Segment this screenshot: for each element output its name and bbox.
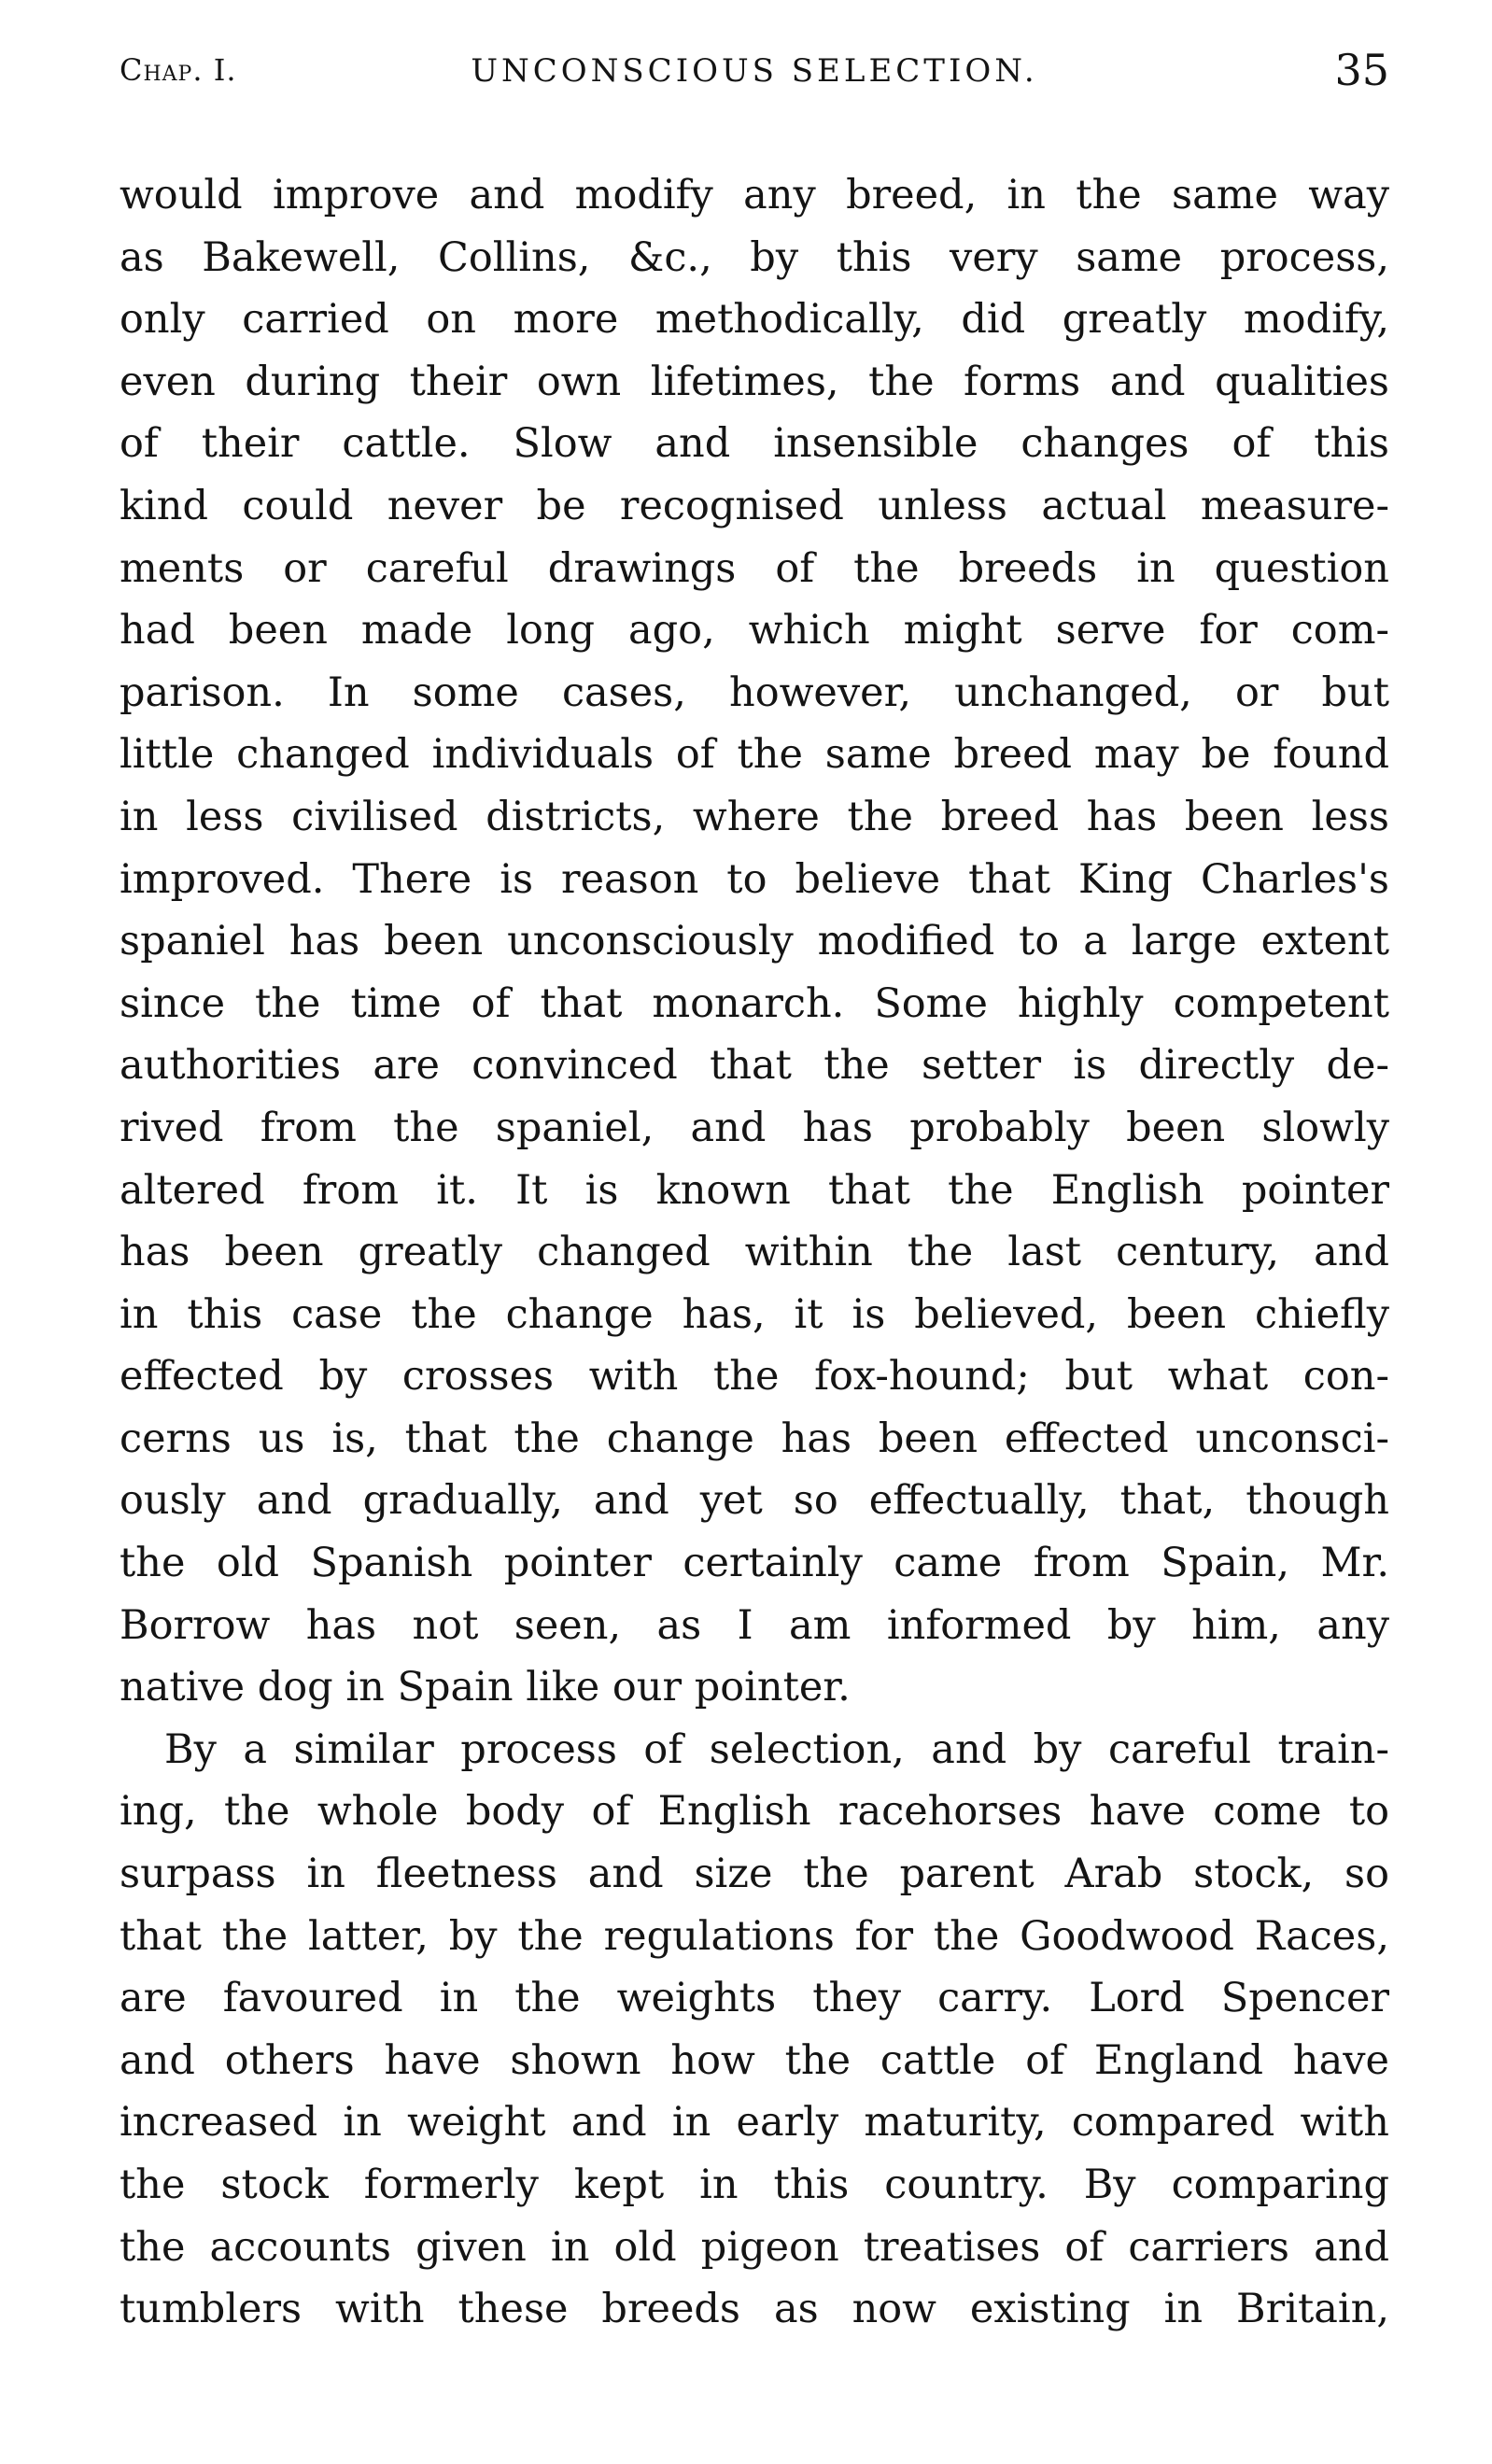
text-line: are favoured in the weights they carry. Lord Spencer (120, 1975, 1389, 2022)
text-line: and others have shown how the cattle of England have (120, 2036, 1389, 2084)
text-line: in less civilised districts, where the breed has been less (120, 793, 1389, 840)
text-line: kind could never be recognised unless actual measure- (120, 482, 1389, 529)
text-line: improved. There is reason to believe that King Charles's (120, 855, 1389, 903)
text-line: in this case the change has, it is believed, been chiefly (120, 1290, 1389, 1338)
text-line: has been greatly changed within the last century, and (120, 1229, 1389, 1276)
page-number: 35 (1334, 45, 1389, 95)
text-line: rived from the spaniel, and has probably been slowly (120, 1104, 1389, 1151)
text-line: Borrow has not seen, as I am informed by him, any (120, 1601, 1389, 1649)
text-line: would improve and modify any breed, in the same way (120, 172, 1389, 218)
text-line: since the time of that monarch. Some highly competent (120, 979, 1389, 1027)
text-line: ing, the whole body of English racehorses have come to (120, 1788, 1389, 1836)
text-line: little changed individuals of the same breed may be found (120, 731, 1389, 779)
text-line: parison. In some cases, however, unchanged, or but (120, 669, 1389, 716)
body-text (120, 164, 1389, 2341)
text-line: the stock formerly kept in this country. By comparing (120, 2161, 1389, 2208)
text-line: the old Spanish pointer certainly came from Spain, Mr. (120, 1540, 1389, 1587)
text-line: ously and gradually, and yet so effectually, that, though (120, 1477, 1389, 1525)
running-title: UNCONSCIOUS SELECTION. (471, 52, 1038, 90)
text-line: the accounts given in old pigeon treatises of carriers and (120, 2223, 1389, 2271)
paragraph-1 (120, 164, 1389, 1719)
text-line: altered from it. It is known that the English pointer (120, 1166, 1389, 1214)
text-line: surpass in fleetness and size the parent Arab stock, so (120, 1851, 1389, 1898)
text-line: spaniel has been unconsciously modified to a large extent (120, 918, 1389, 965)
text-line: By a similar process of selection, and by careful train- (164, 1725, 1389, 1773)
text-line: had been made long ago, which might serve for com- (120, 607, 1389, 655)
text-line: that the latter, by the regulations for the Goodwood Races, (120, 1912, 1389, 1960)
text-line: tumblers with these breeds as now existing in Britain, (120, 2286, 1389, 2333)
text-line: authorities are convinced that the setter is directly de- (120, 1042, 1389, 1090)
text-line: of their cattle. Slow and insensible changes of this (120, 420, 1389, 468)
text-line: only carried on more methodically, did greatly modify, (120, 296, 1389, 344)
text-line: ments or careful drawings of the breeds in question (120, 544, 1389, 592)
text-line: as Bakewell, Collins, &c., by this very same process, (120, 233, 1389, 281)
text-line: native dog in Spain like our pointer. (120, 1664, 851, 1711)
text-line: cerns us is, that the change has been effected unconsci- (120, 1415, 1389, 1462)
text-line: increased in weight and in early maturity, compared with (120, 2099, 1389, 2147)
paragraph-2 (120, 1719, 1389, 2341)
text-line: effected by crosses with the fox-hound; but what con- (120, 1353, 1389, 1401)
running-head (120, 45, 1389, 110)
text-line: even during their own lifetimes, the forms and qualities (120, 358, 1389, 405)
chapter-label: Chap. I. (120, 52, 237, 88)
